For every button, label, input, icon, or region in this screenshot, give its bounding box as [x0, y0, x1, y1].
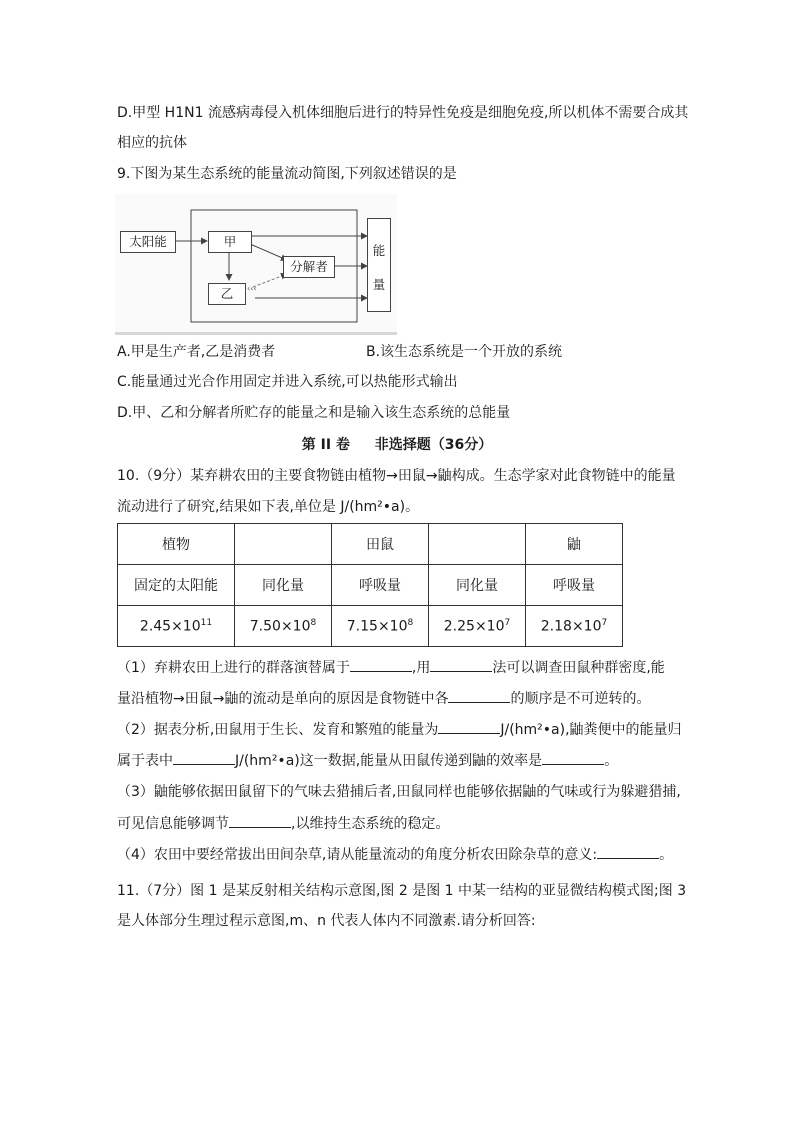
q10-sub3-line1: （3）鼬能够依据田鼠留下的气味去猎捕后者,田鼠同样也能够依据鼬的气味或行为躲避猎捕,: [117, 784, 681, 800]
value-mantissa: 7.15×10: [346, 618, 408, 635]
text-run: （4）农田中要经常拔出田间杂草,请从能量流动的角度分析农田除杂草的意义:: [117, 847, 598, 863]
table-header-row-2: [118, 565, 623, 606]
text-run: 的顺序是不可逆转的。: [510, 691, 651, 707]
table-value-cell: [235, 606, 332, 647]
sun-box: 太阳能: [120, 231, 176, 253]
table-cell: [235, 524, 332, 565]
diagram-small-label: ‹‹‹: [247, 284, 257, 293]
table-value-cell: [526, 606, 623, 647]
answer-blank[interactable]: [542, 750, 604, 765]
q9-stem: 9.下图为某生态系统的能量流动简图,下列叙述错误的是: [117, 166, 457, 182]
table-cell: 植物: [118, 524, 235, 565]
q10-stem-2: 流动进行了研究,结果如下表,单位是 J/(hm²•a)。: [117, 499, 420, 515]
text-run: 可见信息能够调节: [117, 816, 229, 832]
text-run: 法可以调查田鼠种群密度,能: [492, 660, 665, 676]
q10-sub2-line2: [117, 750, 618, 771]
text-run: （1）弃耕农田上进行的群落演替属于: [117, 660, 350, 676]
q10-sub3-line2: [117, 813, 449, 834]
energy-char-2: 量: [372, 277, 386, 292]
text-run: J/(hm²•a)这一数据,能量从田鼠传递到鼬的效率是: [235, 753, 543, 769]
table-value-cell: [332, 606, 429, 647]
table-cell: 田鼠: [332, 524, 429, 565]
answer-blank[interactable]: [173, 750, 235, 765]
table-cell: 呼吸量: [332, 565, 429, 606]
q9-option-c: C.能量通过光合作用固定并进入系统,可以热能形式输出: [117, 374, 458, 390]
energy-flow-arrows: [115, 194, 397, 332]
answer-blank[interactable]: [430, 657, 492, 672]
text-run: 量沿植物→田鼠→鼬的流动是单向的原因是食物链中各: [117, 691, 449, 707]
q9-option-a: A.甲是生产者,乙是消费者: [117, 344, 276, 360]
q10-sub2-line1: [117, 719, 682, 740]
text-run: （2）据表分析,田鼠用于生长、发育和繁殖的能量为: [117, 722, 439, 738]
q9-option-b: B.该生态系统是一个开放的系统: [366, 344, 563, 360]
energy-box: [367, 218, 391, 312]
text-run: 。: [659, 847, 674, 863]
section-name: 非选择题（36分）: [374, 437, 493, 453]
energy-char-1: 能: [372, 243, 386, 258]
answer-blank[interactable]: [597, 844, 659, 859]
value-mantissa: 2.25×10: [443, 618, 505, 635]
text-run: 属于表中: [117, 753, 173, 769]
value-exponent: 7: [601, 617, 608, 628]
q9-option-d: D.甲、乙和分解者所贮存的能量之和是输入该生态系统的总能量: [117, 405, 511, 421]
q8-option-d: D.甲型 H1N1 流感病毒侵入机体细胞后进行的特异性免疫是细胞免疫,所以机体不需要合成其: [117, 105, 689, 121]
table-value-row: [118, 606, 623, 647]
text-run: 。: [604, 753, 619, 769]
table-value-cell: [429, 606, 526, 647]
q10-sub1-line2: [117, 688, 650, 709]
section-part: 第 II 卷: [301, 437, 350, 453]
section-title: [0, 434, 794, 454]
table-value-cell: [118, 606, 235, 647]
energy-table: [117, 523, 623, 647]
table-cell: [429, 524, 526, 565]
q11-stem-1: 11.（7分）图 1 是某反射相关结构示意图,图 2 是图 1 中某一结构的亚显微结构模式图;图 3: [117, 883, 687, 899]
value-mantissa: 2.45×10: [139, 618, 201, 635]
table-header-row-1: [118, 524, 623, 565]
value-exponent: 7: [504, 617, 511, 628]
table-cell: 固定的太阳能: [118, 565, 235, 606]
q11-stem-2: 是人体部分生理过程示意图,m、n 代表人体内不同激素.请分析回答:: [117, 913, 536, 929]
q10-sub1-line1: [117, 657, 665, 678]
yi-box: 乙: [208, 283, 246, 305]
value-exponent: 11: [200, 617, 213, 628]
answer-blank[interactable]: [438, 719, 500, 734]
answer-blank[interactable]: [448, 688, 510, 703]
value-mantissa: 7.50×10: [249, 618, 311, 635]
q10-sub4: [117, 844, 673, 865]
table-cell: 同化量: [235, 565, 332, 606]
value-exponent: 8: [310, 617, 317, 628]
jia-box: 甲: [208, 231, 252, 253]
energy-flow-diagram: [115, 194, 397, 335]
answer-blank[interactable]: [350, 657, 412, 672]
value-exponent: 8: [407, 617, 414, 628]
decomposer-box: 分解者: [283, 256, 335, 278]
table-cell: 呼吸量: [526, 565, 623, 606]
value-mantissa: 2.18×10: [540, 618, 602, 635]
q10-stem-1: 10.（9分）某弃耕农田的主要食物链由植物→田鼠→鼬构成。生态学家对此食物链中的能量: [117, 468, 676, 484]
text-run: ,用: [411, 660, 431, 676]
text-run: ,以维持生态系统的稳定。: [291, 816, 450, 832]
answer-blank[interactable]: [229, 813, 291, 828]
q8-option-d-continued: 相应的抗体: [117, 135, 187, 151]
table-cell: 鼬: [526, 524, 623, 565]
text-run: J/(hm²•a),鼬粪便中的能量归: [500, 722, 682, 738]
table-cell: 同化量: [429, 565, 526, 606]
